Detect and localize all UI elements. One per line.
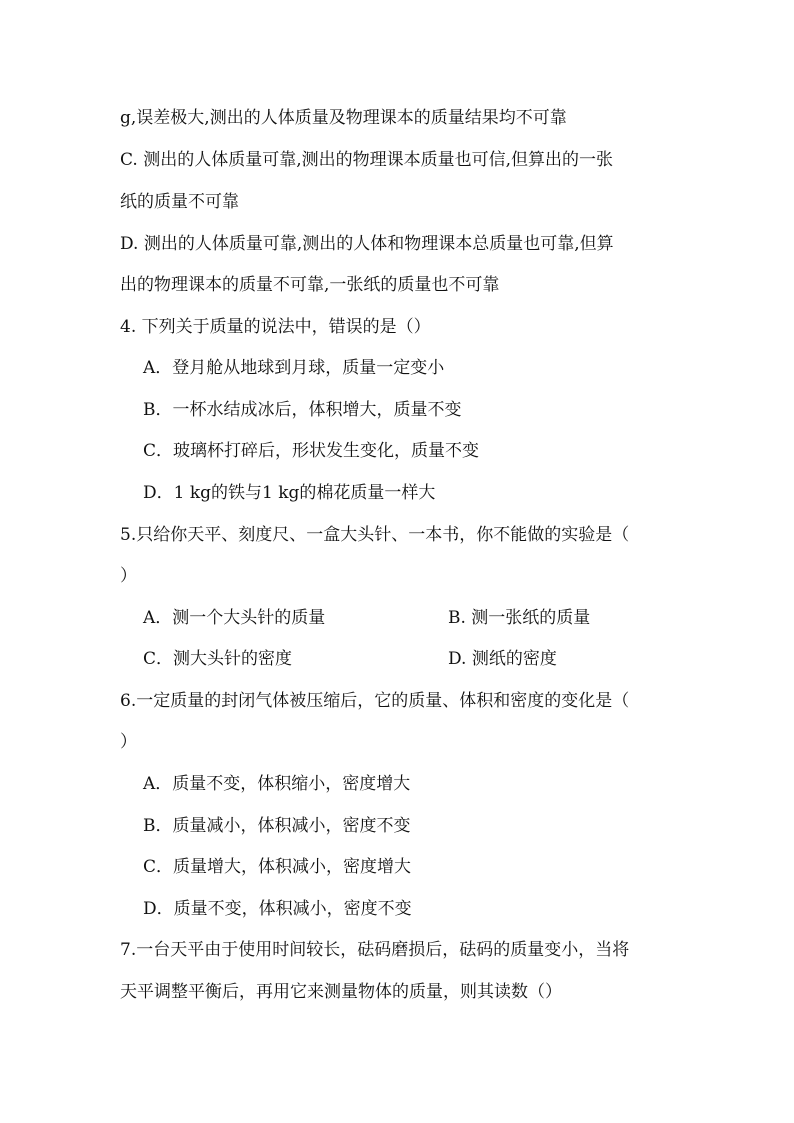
question-5-stem-line1: 5.只给你天平、刻度尺、一盒大头针、一本书，你不能做的实验是（ — [120, 525, 630, 545]
question-4-stem: 4. 下列关于质量的说法中，错误的是（） — [120, 317, 431, 337]
q4-option-d: D．1 kg的铁与1 kg的棉花质量一样大 — [143, 483, 436, 503]
q6-option-b: B．质量减小，体积减小，密度不变 — [143, 816, 411, 836]
q6-option-c: C．质量增大，体积减小，密度增大 — [143, 857, 412, 877]
q5-option-b: B. 测一张纸的质量 — [448, 608, 591, 628]
q4-option-b: B．一杯水结成冰后，体积增大，质量不变 — [143, 400, 462, 420]
q5-option-d: D. 测纸的密度 — [448, 649, 557, 669]
question-6-stem-line2: ） — [120, 732, 137, 752]
question-6-stem-line1: 6.一定质量的封闭气体被压缩后，它的质量、体积和密度的变化是（ — [120, 691, 630, 711]
q4-option-a: A．登月舱从地球到月球，质量一定变小 — [143, 358, 445, 378]
text-line-5: 出的物理课本的质量不可靠,一张纸的质量也不可靠 — [120, 275, 500, 295]
q5-option-c: C．测大头针的密度 — [143, 649, 293, 669]
text-line-3: 纸的质量不可靠 — [120, 192, 239, 212]
q5-option-a: A．测一个大头针的质量 — [143, 608, 326, 628]
text-line-2: C. 测出的人体质量可靠,测出的物理课本质量也可信,但算出的一张 — [120, 150, 614, 170]
q6-option-d: D．质量不变，体积减小，密度不变 — [143, 899, 412, 919]
question-5-stem-line2: ） — [120, 566, 137, 586]
question-7-stem-line2: 天平调整平衡后，再用它来测量物体的质量，则其读数（） — [120, 982, 562, 1002]
question-7-stem-line1: 7.一台天平由于使用时间较长，砝码磨损后，砝码的质量变小，当将 — [120, 940, 630, 960]
q4-option-c: C．玻璃杯打碎后，形状发生变化，质量不变 — [143, 441, 480, 461]
text-line-4: D. 测出的人体质量可靠,测出的人体和物理课本总质量也可靠,但算 — [120, 234, 614, 254]
q6-option-a: A．质量不变，体积缩小，密度增大 — [143, 774, 411, 794]
text-line-1: g,误差极大,测出的人体质量及物理课本的质量结果均不可靠 — [120, 108, 567, 128]
